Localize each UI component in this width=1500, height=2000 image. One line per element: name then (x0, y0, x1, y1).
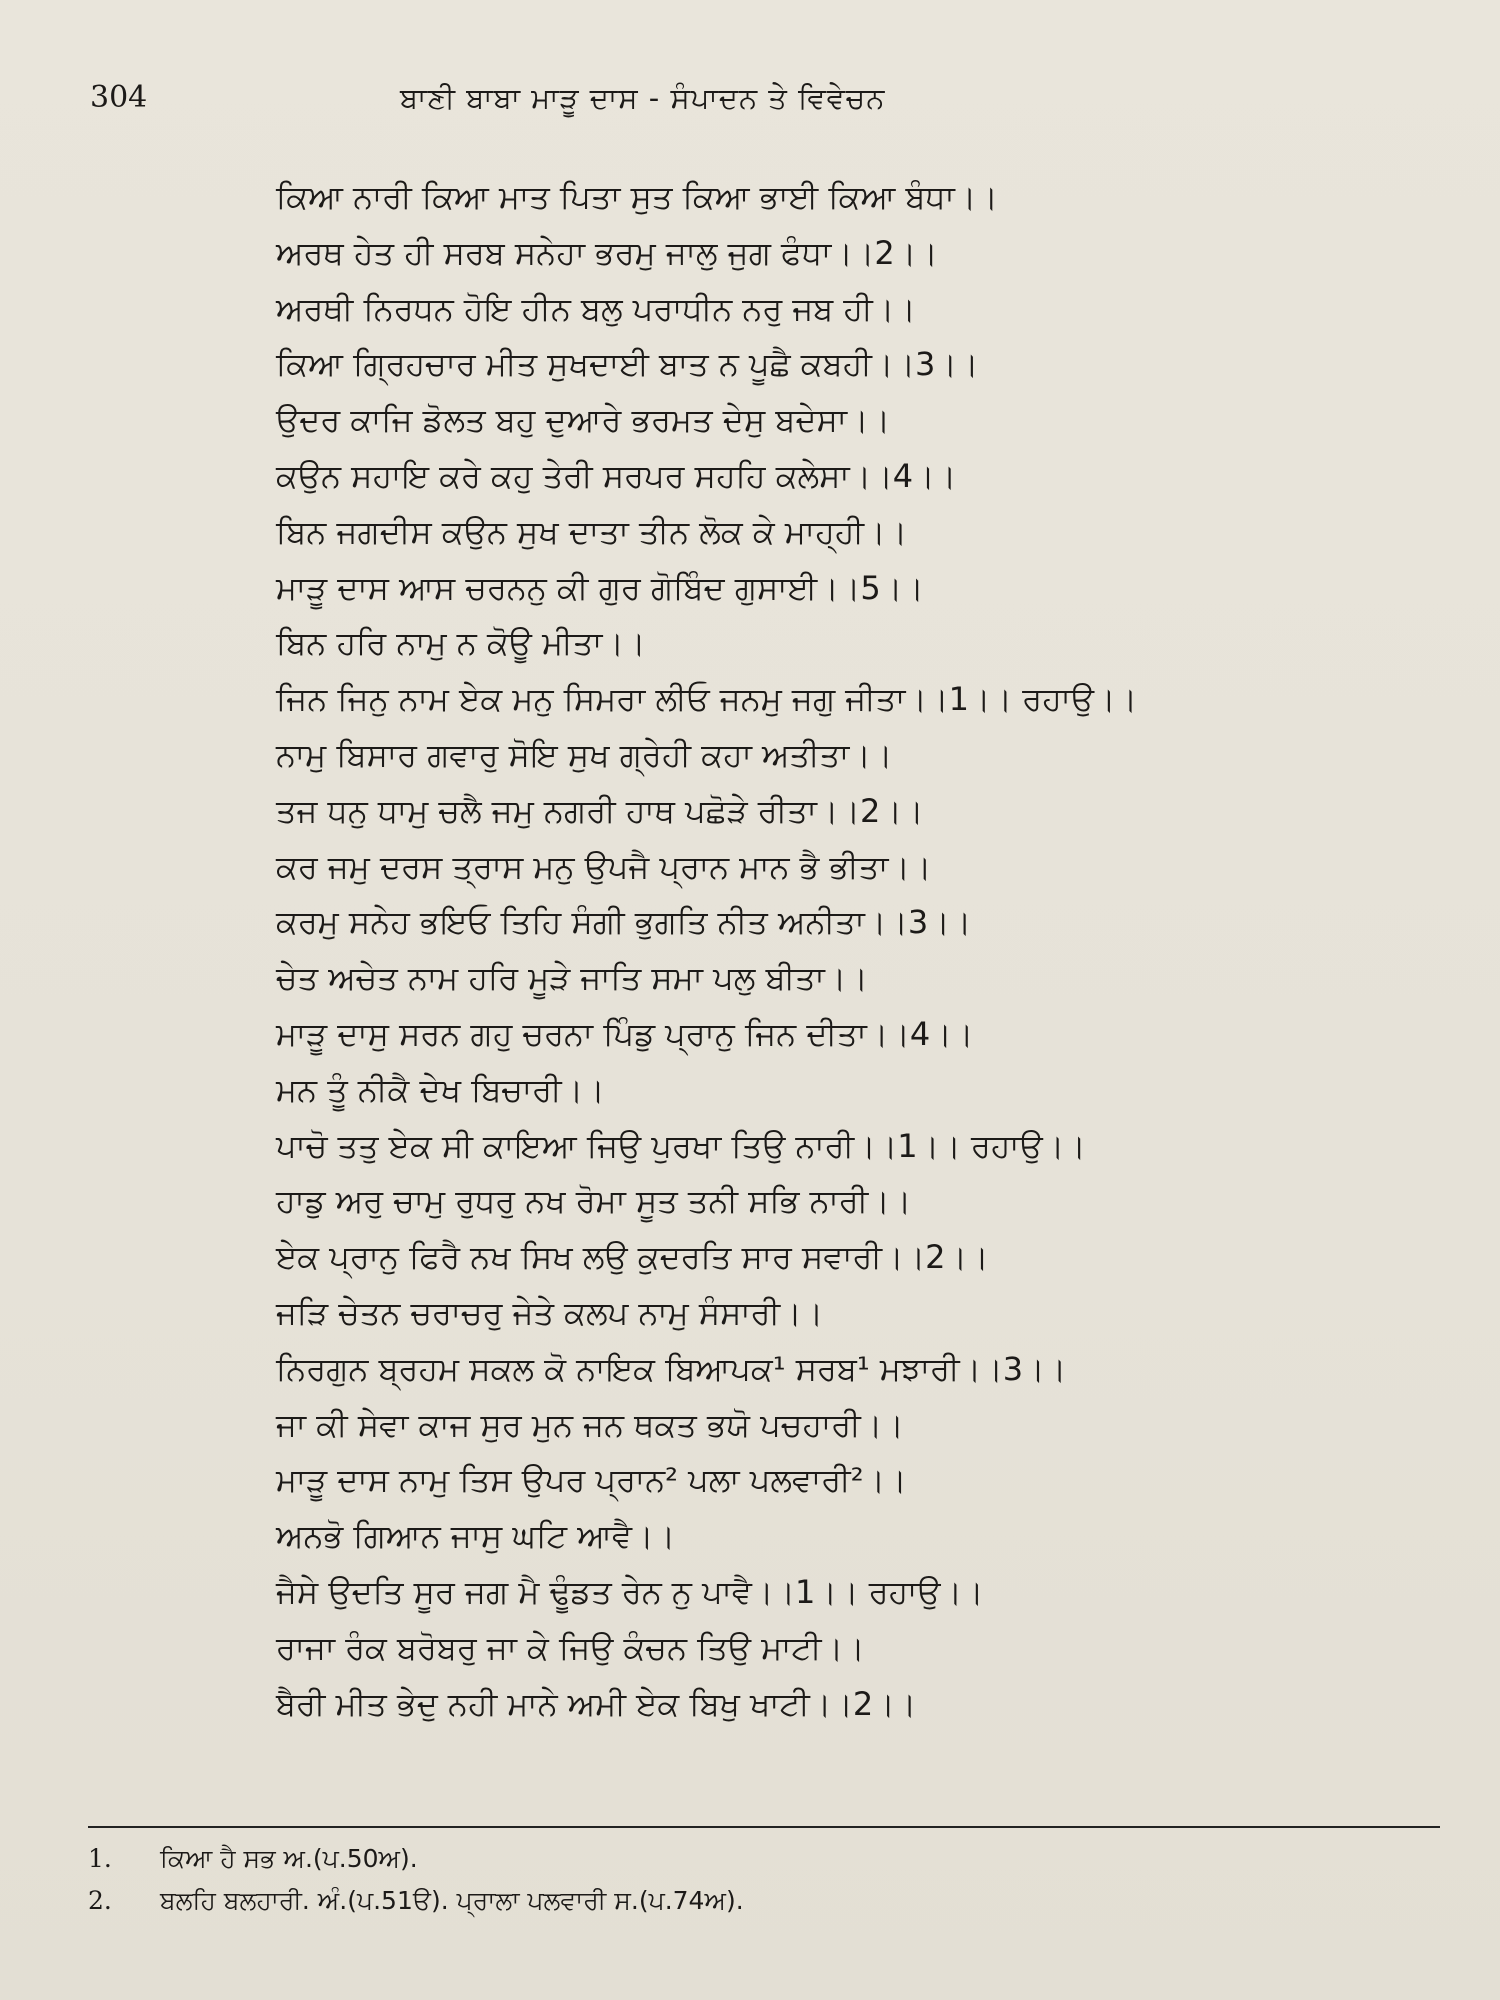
verse-line: ਜਾ ਕੀ ਸੇਵਾ ਕਾਜ ਸੁਰ ਮੁਨ ਜਨ ਥਕਤ ਭਯੋ ਪਚਹਾਰੀ।। (276, 1405, 904, 1444)
verse-line: ਮਾੜੂ ਦਾਸੁ ਸਰਨ ਗਹੁ ਚਰਨਾ ਪਿੰਡੁ ਪ੍ਰਾਨੁ ਜਿਨ ਦੀਤਾ।।4।। (276, 1014, 974, 1053)
verse-line: ਕਿਆ ਗ੍ਰਿਹਚਾਰ ਮੀਤ ਸੁਖਦਾਈ ਬਾਤ ਨ ਪੂਛੈ ਕਬਹੀ।।3।। (276, 345, 979, 384)
verse-line: ਬਿਨ ਜਗਦੀਸ ਕਉਨ ਸੁਖ ਦਾਤਾ ਤੀਨ ਲੋਕ ਕੇ ਮਾਹ੍ਹੀ।। (276, 512, 908, 551)
verse-line: ਤਜ ਧਨੁ ਧਾਮੁ ਚਲੈ ਜਮੁ ਨਗਰੀ ਹਾਥ ਪਛੋੜੇ ਰੀਤਾ।।2।। (276, 791, 924, 830)
verse-line: ਅਨਭੋ ਗਿਆਨ ਜਾਸੁ ਘਟਿ ਆਵੈ।। (276, 1517, 676, 1556)
verse-line: ਕਉਨ ਸਹਾਇ ਕਰੇ ਕਹੁ ਤੇਰੀ ਸਰਪਰ ਸਹਹਿ ਕਲੇਸਾ।।4।। (276, 456, 957, 495)
verse-line: ਚੇਤ ਅਚੇਤ ਨਾਮ ਹਰਿ ਮੂੜੇ ਜਾਤਿ ਸਮਾ ਪਲੁ ਬੀਤਾ।। (276, 959, 868, 998)
verse-line: ਮਾੜੂ ਦਾਸ ਨਾਮੁ ਤਿਸ ਉਪਰ ਪ੍ਰਾਨ² ਪਲਾ ਪਲਵਾਰੀ²।। (276, 1461, 907, 1500)
verse-line: ਕਰ ਜਮੁ ਦਰਸ ਤ੍ਰਾਸ ਮਨੁ ਉਪਜੈ ਪ੍ਰਾਨ ਮਾਨ ਭੈ ਭੀਤਾ।। (276, 847, 932, 886)
verse-line: ਜੈਸੇ ਉਦਤਿ ਸੂਰ ਜਗ ਮੈ ਢੂੰਡਤ ਰੇਨ ਨੁ ਪਾਵੈ।।1।। ਰਹਾਉ।। (276, 1572, 984, 1611)
footnote-number: 2. (88, 1886, 112, 1915)
verse-line: ਹਾਡੁ ਅਰੁ ਚਾਮੁ ਰੁਧਰੁ ਨਖ ਰੋਮਾ ਸੂਤ ਤਨੀ ਸਭਿ ਨਾਰੀ।। (276, 1182, 912, 1221)
running-title: ਬਾਣੀ ਬਾਬਾ ਮਾੜੂ ਦਾਸ - ਸੰਪਾਦਨ ਤੇ ਵਿਵੇਚਨ (400, 81, 886, 115)
verse-line: ਜੜਿ ਚੇਤਨ ਚਰਾਚਰੁ ਜੇਤੇ ਕਲਪ ਨਾਮੁ ਸੰਸਾਰੀ।। (276, 1293, 824, 1332)
page-header (90, 78, 1430, 128)
verse-line: ਪਾਚੋ ਤਤੁ ਏਕ ਸੀ ਕਾਇਆ ਜਿਉ ਪੁਰਖਾ ਤਿਉ ਨਾਰੀ।।1।। ਰਹਾਉ।। (276, 1126, 1086, 1165)
footnotes (88, 1838, 1440, 1922)
verse-line: ਕਿਆ ਨਾਰੀ ਕਿਆ ਮਾਤ ਪਿਤਾ ਸੁਤ ਕਿਆ ਭਾਈ ਕਿਆ ਬੰਧਾ।। (276, 178, 998, 216)
verse-line: ਉਦਰ ਕਾਜਿ ਡੋਲਤ ਬਹੁ ਦੁਆਰੇ ਭਰਮਤ ਦੇਸੁ ਬਦੇਸਾ।। (276, 401, 891, 440)
page-number: 304 (90, 80, 148, 115)
verse-line: ਅਰਥ ਹੇਤ ਹੀ ਸਰਬ ਸਨੇਹਾ ਭਰਮੁ ਜਾਲੁ ਜੁਗ ਫੰਧਾ।।2।। (276, 233, 938, 272)
footnote-divider (88, 1826, 1440, 1828)
verse-line: ਮਾੜੂ ਦਾਸ ਆਸ ਚਰਨਨੁ ਕੀ ਗੁਰ ਗੋਬਿੰਦ ਗੁਸਾਈ।।5।। (276, 568, 924, 607)
verse-line: ਬੈਰੀ ਮੀਤ ਭੇਦੁ ਨਹੀ ਮਾਨੇ ਅਮੀ ਏਕ ਬਿਖੁ ਖਾਟੀ।।2।। (276, 1684, 917, 1723)
verse-block (276, 170, 1466, 1732)
verse-line: ਜਿਨ ਜਿਨੁ ਨਾਮ ਏਕ ਮਨੁ ਸਿਮਰਾ ਲੀਓ ਜਨਮੁ ਜਗੁ ਜੀਤਾ।।1।। ਰਹਾਉ।। (276, 680, 1138, 719)
verse-line: ਰਾਜਾ ਰੰਕ ਬਰੋਬਰੁ ਜਾ ਕੇ ਜਿਉ ਕੰਚਨ ਤਿਉ ਮਾਟੀ।। (276, 1628, 865, 1667)
footnote-text: ਕਿਆ ਹੈ ਸਭ ਅ.(ਪ.50ਅ). (160, 1844, 418, 1873)
verse-line: ਨਿਰਗੁਨ ਬ੍ਰਹਮ ਸਕਲ ਕੋ ਨਾਇਕ ਬਿਆਪਕ¹ ਸਰਬ¹ ਮਝਾਰੀ।।3।। (276, 1349, 1067, 1388)
verse-line: ਕਰਮੁ ਸਨੇਹ ਭਇਓ ਤਿਹਿ ਸੰਗੀ ਭੁਗਤਿ ਨੀਤ ਅਨੀਤਾ।।3।। (276, 903, 972, 942)
verse-line: ਨਾਮੁ ਬਿਸਾਰ ਗਵਾਰੁ ਸੋਇ ਸੁਖ ਗ੍ਰੇਹੀ ਕਹਾ ਅਤੀਤਾ।। (276, 735, 893, 774)
verse-line: ਅਰਥੀ ਨਿਰਧਨ ਹੋਇ ਹੀਨ ਬਲੁ ਪਰਾਧੀਨ ਨਰੁ ਜਬ ਹੀ।। (276, 289, 916, 328)
verse-line: ਏਕ ਪ੍ਰਾਨੁ ਫਿਰੈ ਨਖ ਸਿਖ ਲਉ ਕੁਦਰਤਿ ਸਾਰ ਸਵਾਰੀ।।2।। (276, 1238, 989, 1277)
verse-line: ਬਿਨ ਹਰਿ ਨਾਮੁ ਨ ਕੋਊ ਮੀਤਾ।। (276, 624, 646, 663)
verse-line: ਮਨ ਤੂੰ ਨੀਕੈ ਦੇਖ ਬਿਚਾਰੀ।। (276, 1070, 605, 1109)
footnote (88, 1838, 1440, 1880)
footnote-number: 1. (88, 1844, 112, 1873)
footnote (88, 1880, 1440, 1922)
footnote-text: ਬਲਹਿ ਬਲਹਾਰੀ. ਅੰ.(ਪ.51ੳ). ਪ੍ਰਾਲਾ ਪਲਵਾਰੀ ਸ.(ਪ.74ਅ). (160, 1886, 744, 1915)
